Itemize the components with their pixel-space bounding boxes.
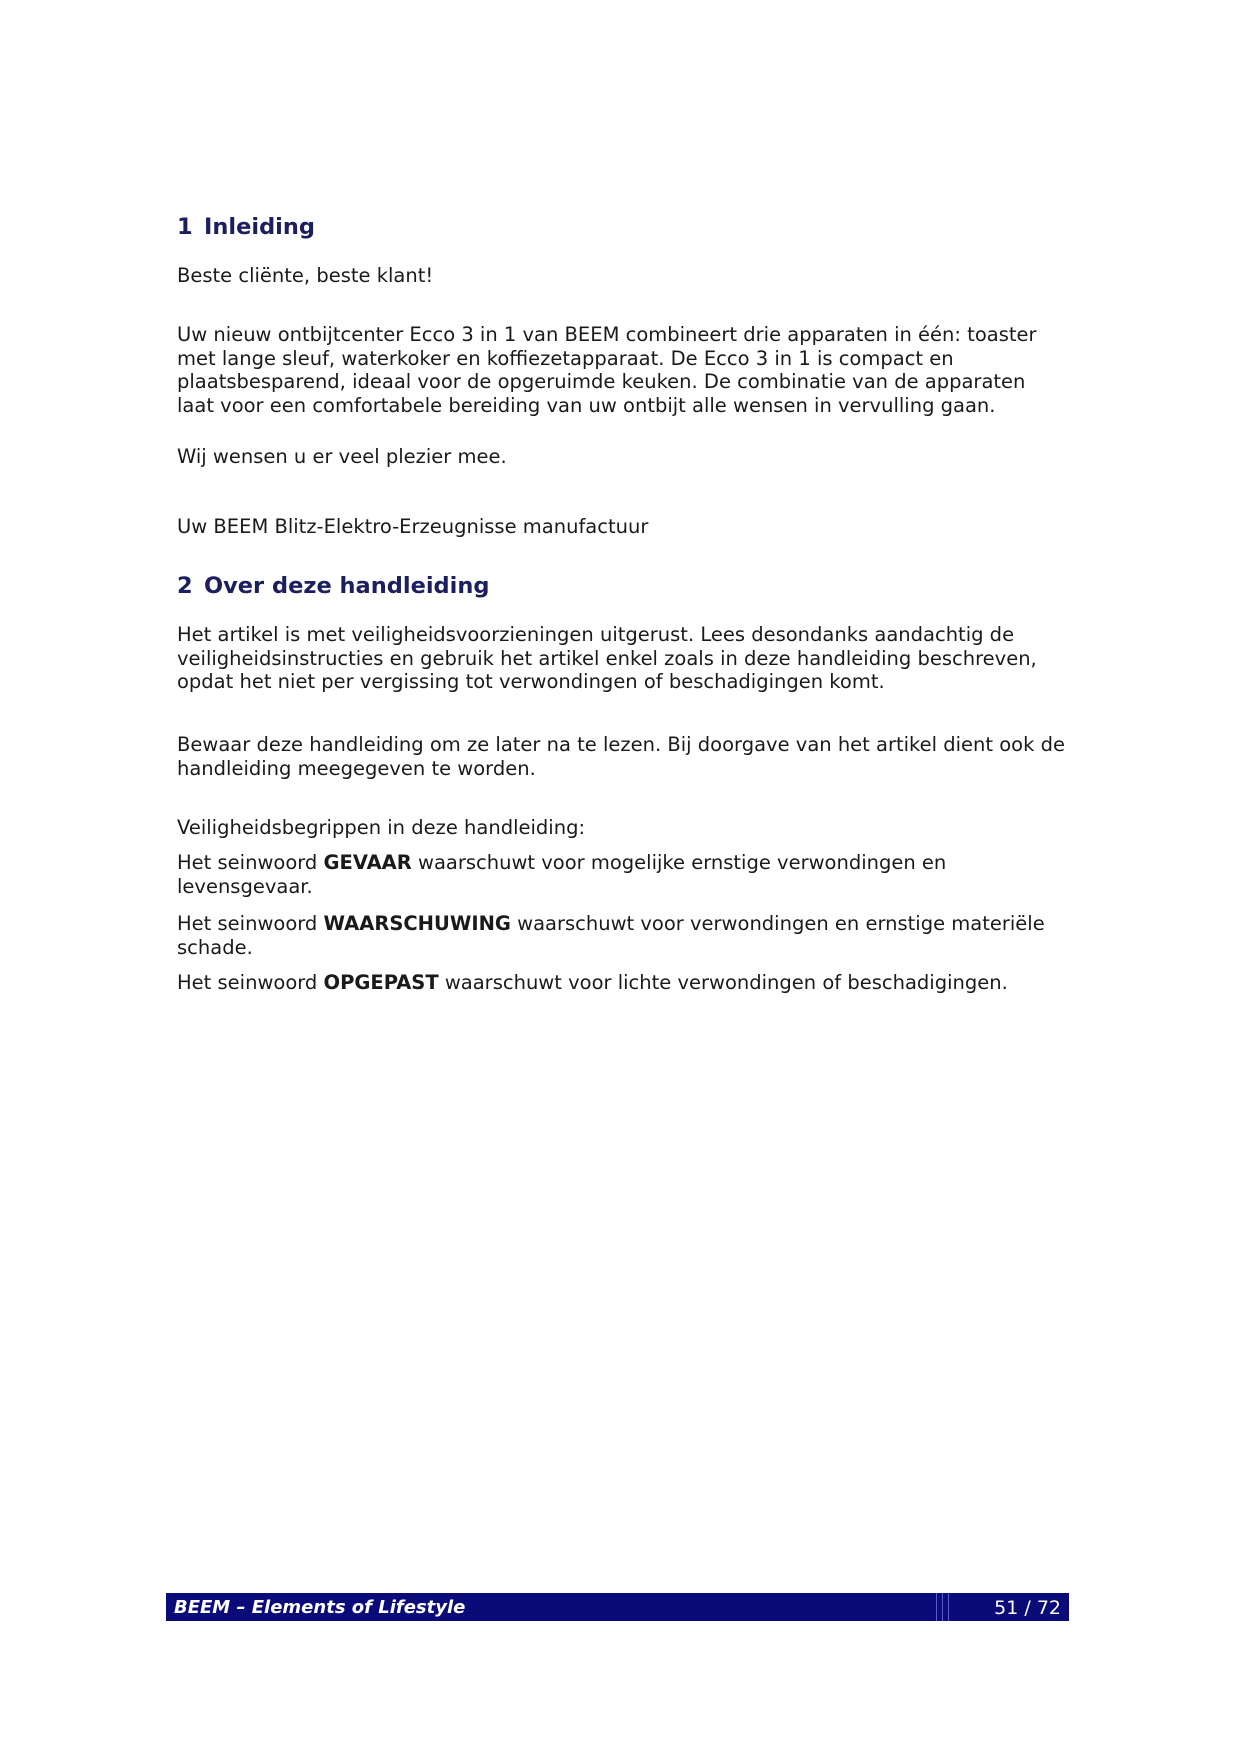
page-number: 51 / 72	[994, 1597, 1061, 1619]
signal-word: OPGEPAST	[323, 971, 439, 994]
terms-intro: Veiligheidsbegrippen in deze handleiding:	[177, 816, 586, 839]
signal-word: WAARSCHUWING	[323, 912, 511, 935]
footer-divider	[942, 1593, 943, 1621]
footer-divider	[948, 1593, 949, 1621]
intro-paragraph: Uw nieuw ontbijtcenter Ecco 3 in 1 van BEEM combineert drie apparaten in één: toaster met lange sleuf, waterkoker en koffiezetapparaat. De Ecco 3 in 1 is compact en plaatsbesparend, ideaal voor de opgeruimde keuken. De combinatie van de apparaten laat voor een comfortabele bereiding van uw ontbijt alle wensen in vervulling gaan.	[177, 323, 1037, 417]
section-2-heading	[177, 573, 490, 599]
signal-suffix: waarschuwt voor lichte verwondingen of beschadigingen.	[438, 971, 1008, 994]
signal-word-warning	[177, 912, 1067, 959]
section-2-title: Over deze handleiding	[204, 573, 490, 599]
signal-word: GEVAAR	[323, 851, 412, 874]
section-1-number: 1	[177, 214, 193, 240]
wish-line: Wij wensen u er veel plezier mee.	[177, 445, 507, 468]
page-footer	[166, 1593, 1069, 1621]
section-1-title: Inleiding	[204, 214, 316, 240]
signal-suffix: waarschuwt voor mogelijke ernstige verwondingen en levensgevaar.	[177, 851, 947, 898]
signature-line: Uw BEEM Blitz-Elektro-Erzeugnisse manufactuur	[177, 515, 649, 538]
about-paragraph-1: Het artikel is met veiligheidsvoorzieningen uitgerust. Lees desondanks aandachtig de veiligheidsinstructies en gebruik het artikel enkel zoals in deze handleiding beschreven, opdat het niet per vergissing tot verwondingen of beschadigingen komt.	[177, 623, 1037, 693]
footer-brand: BEEM – Elements of Lifestyle	[174, 1597, 466, 1618]
signal-prefix: Het seinwoord	[177, 971, 324, 994]
footer-divider	[936, 1593, 937, 1621]
signal-prefix: Het seinwoord	[177, 912, 324, 935]
signal-suffix: waarschuwt voor verwondingen en ernstige materiële schade.	[177, 912, 1045, 959]
signal-prefix: Het seinwoord	[177, 851, 324, 874]
greeting: Beste cliënte, beste klant!	[177, 264, 434, 287]
signal-word-danger	[177, 851, 1067, 898]
section-2-number: 2	[177, 573, 193, 599]
about-paragraph-2: Bewaar deze handleiding om ze later na te lezen. Bij doorgave van het artikel dient ook de handleiding meegegeven te worden.	[177, 733, 1065, 780]
section-1-heading	[177, 214, 315, 240]
signal-word-caution	[177, 971, 1067, 995]
